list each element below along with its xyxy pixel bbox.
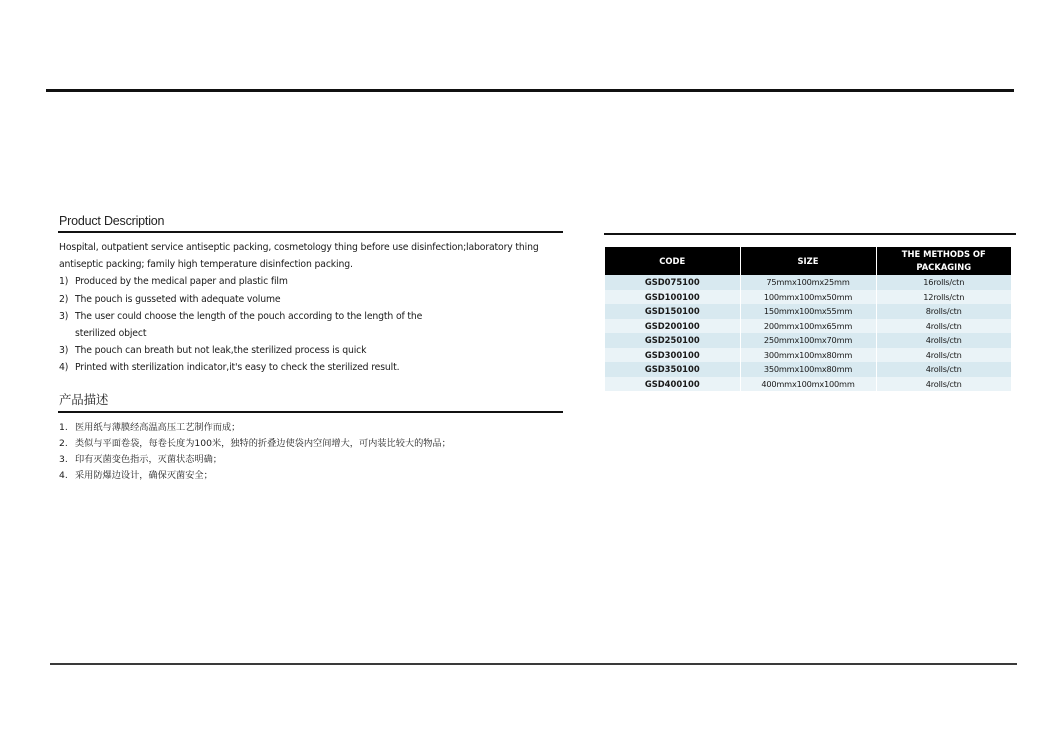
cell-code: GSD100100 [605,290,740,305]
cell-size: 100mmx100mx50mm [740,290,876,305]
cell-size: 200mmx100mx65mm [740,319,876,334]
feature-item [59,359,563,376]
cell-size: 300mmx100mx80mm [740,348,876,363]
cell-packaging: 8rolls/ctn [876,304,1011,319]
feature-item [59,308,563,342]
table-row [605,290,1011,305]
product-description-title: Product Description [59,214,165,228]
cell-code: GSD350100 [605,362,740,377]
feature-item [59,291,563,308]
cell-size: 75mmx100mx25mm [740,275,876,290]
cell-size: 250mmx100mx70mm [740,333,876,348]
cell-packaging: 16rolls/ctn [876,275,1011,290]
item-number: 4) [59,362,69,374]
feature-item-cn [59,452,563,468]
feature-item-cn [59,436,563,452]
item-text: The pouch is gusseted with adequate volume [75,293,281,305]
item-number: 2. [59,437,68,449]
cell-size: 350mmx100mx80mm [740,362,876,377]
cell-packaging: 4rolls/ctn [876,377,1011,392]
section-divider [58,231,563,233]
cell-code: GSD075100 [605,275,740,290]
feature-item [59,273,563,290]
intro-text: antiseptic packing; family high temperature disinfection packing. [59,259,353,271]
section-divider [604,233,1016,235]
item-text: 印有灭菌变色指示，灭菌状态明确； [75,453,222,465]
cell-code: GSD200100 [605,319,740,334]
cell-packaging: 4rolls/ctn [876,333,1011,348]
cell-size: 150mmx100mx55mm [740,304,876,319]
item-text: The pouch can breath but not leak,the sterilized process is quick [75,345,367,357]
cell-code: GSD250100 [605,333,740,348]
top-divider [46,89,1014,92]
cell-code: GSD150100 [605,304,740,319]
column-header-code: CODE [605,247,740,275]
table-row [605,348,1011,363]
cell-code: GSD400100 [605,377,740,392]
feature-item-cn [59,420,563,436]
table-row [605,333,1011,348]
description-column [59,214,563,484]
item-text: 医用纸与薄膜经高温高压工艺制作而成； [75,421,241,433]
product-description-cn-title: 产品描述 [59,392,109,407]
section-divider [58,411,563,413]
item-number: 1. [59,421,68,433]
cell-packaging: 4rolls/ctn [876,319,1011,334]
item-number: 1) [59,276,69,288]
cell-packaging: 4rolls/ctn [876,348,1011,363]
cell-code: GSD300100 [605,348,740,363]
cell-packaging: 12rolls/ctn [876,290,1011,305]
table-row [605,304,1011,319]
item-text: 类似与平面卷袋，每卷长度为100米，独特的折叠边使袋内空间增大，可内装比较大的物品； [75,437,451,449]
item-text: 采用防爆边设计，确保灭菌安全； [75,469,213,481]
feature-item [59,342,563,359]
spec-table [605,247,1011,391]
item-text: Produced by the medical paper and plastic film [75,276,288,288]
item-number: 3) [59,310,69,322]
item-number: 3) [59,345,69,357]
item-number: 3. [59,453,68,465]
table-row [605,275,1011,290]
item-text [75,308,563,342]
spec-column [604,233,1016,389]
table-header-row [605,247,1011,275]
table-row [605,362,1011,377]
cell-packaging: 4rolls/ctn [876,362,1011,377]
item-number: 4. [59,469,68,481]
product-description-body [59,239,563,377]
column-header-packaging: THE METHODS OF PACKAGING [876,247,1011,275]
item-text: Printed with sterilization indicator,it's easy to check the sterilized result. [75,362,400,374]
product-description-cn-body [59,420,563,484]
table-row [605,377,1011,392]
feature-item-cn [59,468,563,484]
bottom-divider [50,663,1017,665]
item-text-line: The user could choose the length of the pouch according to the length of the [75,310,423,322]
cell-size: 400mmx100mx100mm [740,377,876,392]
table-row [605,319,1011,334]
item-number: 2) [59,293,69,305]
item-text-line: sterilized object [75,328,147,340]
column-header-size: SIZE [740,247,876,275]
intro-text: Hospital, outpatient service antiseptic packing, cosmetology thing before use disinfection;laboratory thing [59,242,539,253]
